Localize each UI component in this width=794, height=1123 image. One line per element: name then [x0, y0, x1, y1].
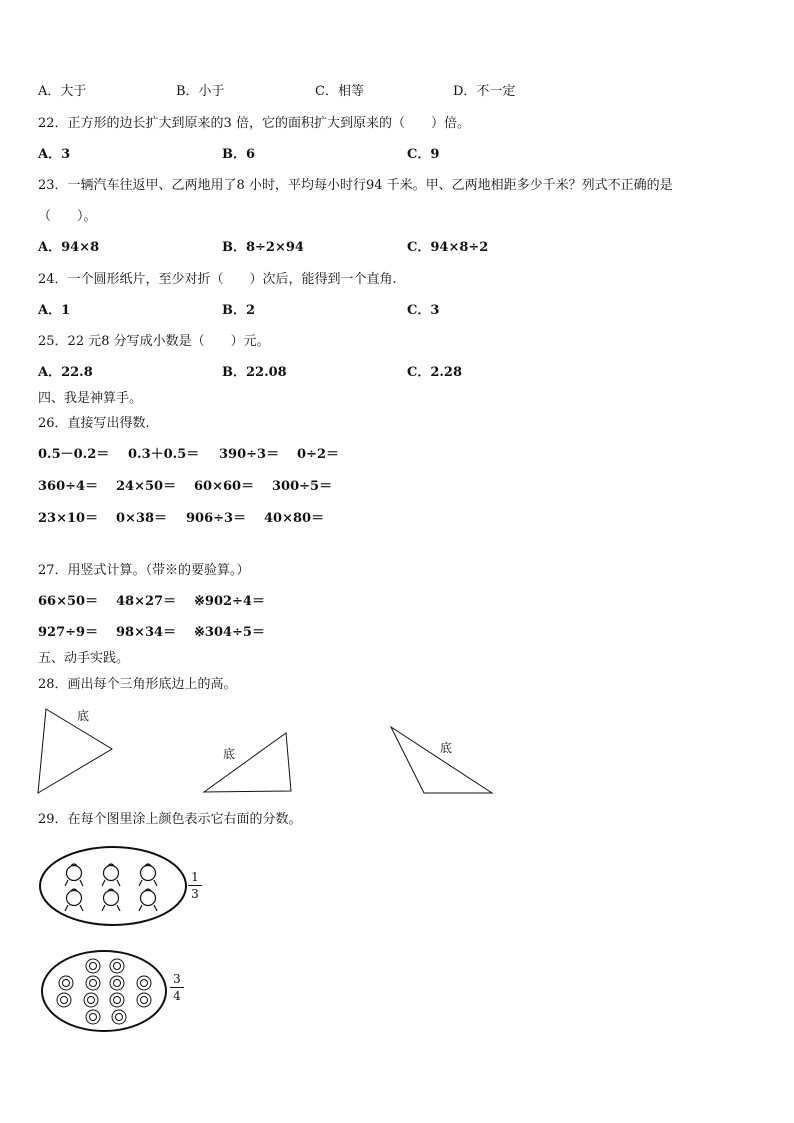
calc-item: 48×27＝	[116, 594, 177, 609]
question-22: 22．正方形的边长扩大到原来的3 倍，它的面积扩大到原来的（ ）倍。	[38, 116, 470, 131]
base-label-3: 底	[440, 741, 453, 755]
calc-item: ※902÷4＝	[194, 594, 265, 609]
apple-icon	[137, 976, 151, 990]
fruit-icon	[102, 889, 120, 911]
apple-icon	[86, 1010, 100, 1024]
calc-item: 40×80＝	[264, 511, 325, 526]
option-a: A．1	[38, 303, 71, 318]
apple-icon	[112, 1010, 126, 1024]
calc-item: 360÷4＝	[38, 479, 99, 494]
fruit-icon	[139, 889, 157, 911]
base-label-1: 底	[77, 709, 90, 723]
question-29: 29．在每个图里涂上颜色表示它右面的分数。	[38, 812, 302, 827]
option-a: A．94×8	[38, 240, 100, 255]
option-c: C．3	[407, 303, 440, 318]
fruit-icon	[139, 864, 157, 886]
option-d: D．不一定	[453, 84, 516, 99]
option-b: B．22.08	[222, 365, 287, 380]
denominator: 3	[191, 887, 199, 901]
option-c: C．9	[407, 147, 440, 162]
option-b: B．6	[222, 147, 256, 162]
apple-icon	[86, 959, 100, 973]
apple-icon	[57, 993, 71, 1007]
question-24: 24．一个圆形纸片，至少对折（ ）次后，能得到一个直角.	[38, 272, 397, 287]
option-b: B．8÷2×94	[222, 240, 304, 255]
question-25: 25．22 元8 分写成小数是（ ）元。	[38, 334, 270, 349]
section-heading-5: 五、动手实践。	[38, 651, 130, 666]
option-a: A．22.8	[38, 365, 93, 380]
option-c: C．相等	[315, 84, 364, 99]
oval-2	[42, 951, 166, 1031]
question-23-cont: （ ）。	[38, 209, 97, 224]
calc-item: 24×50＝	[116, 479, 177, 494]
apple-icon	[84, 993, 98, 1007]
calc-item: 0.3＋0.5＝	[128, 447, 200, 462]
base-label-2: 底	[223, 747, 236, 761]
option-c: C．94×8÷2	[407, 240, 489, 255]
calc-item: 390÷3＝	[219, 447, 280, 462]
fruit-icon	[102, 864, 120, 886]
question-27: 27．用竖式计算。（带※的要验算。）	[38, 563, 250, 578]
denominator: 4	[173, 989, 181, 1003]
calc-item: 0×38＝	[116, 511, 168, 526]
numerator: 3	[173, 972, 181, 986]
apple-icon	[86, 976, 100, 990]
question-23: 23．一辆汽车往返甲、乙两地用了8 小时，平均每小时行94 千米。甲、乙两地相距多少千米？列式不正确的是	[38, 178, 673, 193]
calc-item: 66×50＝	[38, 594, 99, 609]
fruit-group-2	[57, 959, 151, 1024]
option-b: B．2	[222, 303, 256, 318]
fruit-group-1	[65, 864, 157, 911]
option-b: B．小于	[176, 84, 225, 99]
calc-item: 300÷5＝	[272, 479, 333, 494]
question-28: 28．画出每个三角形底边上的高。	[38, 677, 237, 692]
question-26: 26．直接写出得数.	[38, 416, 150, 431]
calc-item: 0.5－0.2＝	[38, 447, 110, 462]
fruit-icon	[65, 889, 83, 911]
section-heading-4: 四、我是神算手。	[38, 391, 143, 406]
option-c: C．2.28	[407, 365, 463, 380]
calc-item: 60×60＝	[194, 479, 255, 494]
fruit-icon	[65, 864, 83, 886]
apple-icon	[59, 976, 73, 990]
calc-item: 927÷9＝	[38, 625, 99, 640]
numerator: 1	[191, 870, 199, 884]
apple-icon	[110, 993, 124, 1007]
calc-item: 906÷3＝	[186, 511, 247, 526]
oval-1	[40, 847, 186, 925]
calc-item: ※304÷5＝	[194, 625, 265, 640]
fraction-1-3	[188, 870, 202, 901]
option-a: A．大于	[38, 84, 87, 99]
calc-item: 98×34＝	[116, 625, 177, 640]
apple-icon	[137, 993, 151, 1007]
calc-item: 23×10＝	[38, 511, 99, 526]
option-a: A．3	[38, 147, 71, 162]
fraction-3-4	[170, 972, 184, 1003]
apple-icon	[110, 959, 124, 973]
apple-icon	[110, 976, 124, 990]
calc-item: 0÷2＝	[297, 447, 339, 462]
